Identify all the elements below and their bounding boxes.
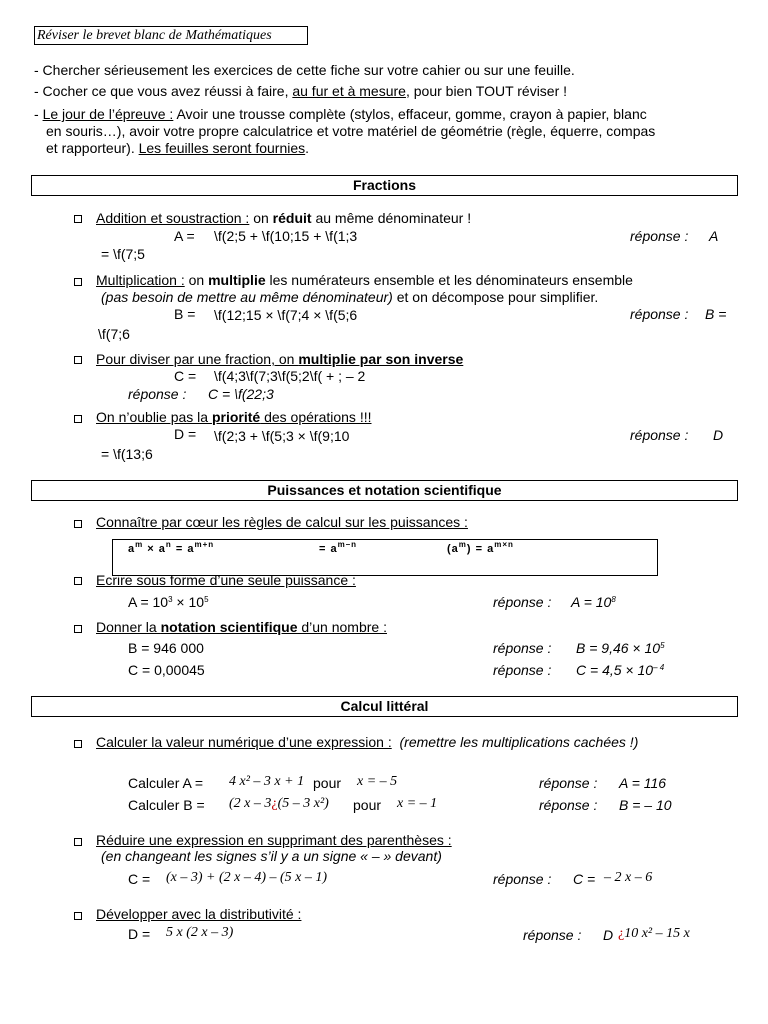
square-bullet-icon	[74, 415, 82, 423]
square-bullet-icon	[74, 215, 82, 223]
square-bullet-icon	[74, 520, 82, 528]
litteral-answer-d-label: réponse :	[523, 927, 582, 943]
puissances-answer-b-value: B = 9,46 × 10	[576, 640, 661, 656]
fractions-item-2-label: Multiplication :	[96, 272, 185, 288]
litteral-answer-c-label: réponse :	[493, 871, 552, 887]
intro-line-5	[46, 140, 309, 156]
litteral-item-2-note: (en changeant les signes s’il y a un signe « – » devant)	[101, 848, 442, 864]
litteral-answer-d-value: 10 x² – 15 x	[624, 926, 690, 941]
fractions-item-2-text-a: on	[184, 272, 209, 288]
rule-quotient-eq: = a	[319, 543, 338, 555]
litteral-answer-b-value: B = – 10	[619, 797, 672, 813]
puissances-answer-c-label: réponse :	[493, 662, 552, 678]
rule-product-times: × a	[143, 543, 166, 555]
puissances-answer-a	[571, 594, 616, 610]
page-title: Réviser le brevet blanc de Mathématiques	[34, 26, 308, 45]
puissances-item-3-label-a: Donner la	[96, 619, 161, 635]
intro-line-3-text: Avoir une trousse complète (stylos, effaceur, gomme, crayon à papier, blanc	[173, 106, 647, 122]
fractions-item-2-text-b: les numérateurs ensemble et les dénominateurs ensemble	[265, 272, 633, 288]
fractions-item-2-note-italic: (pas besoin de mettre au même dénominateur)	[101, 289, 393, 305]
fractions-item-3-label: Pour diviser par une fraction, on	[96, 351, 299, 367]
litteral-answer-c-value: – 2 x – 6	[604, 870, 653, 885]
rule-power-close: ) = a	[466, 543, 495, 555]
puissances-item-3-bold: notation scientifique	[160, 619, 298, 635]
intro-line-1: - Chercher sérieusement les exercices de cette fiche sur votre cahier ou sur une feuille.	[34, 62, 575, 78]
square-bullet-icon	[74, 356, 82, 364]
square-bullet-icon	[74, 625, 82, 633]
fractions-expr-b: \f(12;15 × \f(7;4 × \f(5;6	[214, 307, 358, 323]
power-rule-quotient	[319, 540, 358, 555]
fractions-answer-b-result: \f(7;6	[98, 326, 130, 342]
litteral-expr-b-mark: ¿	[271, 796, 278, 811]
square-bullet-icon	[74, 838, 82, 846]
puissances-expr-a-base: A = 10	[128, 594, 169, 610]
puissances-expr-a-times: × 10	[172, 594, 205, 610]
fractions-answer-a-label: réponse :	[630, 228, 689, 244]
fractions-answer-b-value: B =	[705, 306, 727, 322]
litteral-expr-b	[229, 796, 329, 812]
litteral-answer-a-value: A = 116	[619, 775, 667, 791]
intro-line-5-suffix: .	[305, 140, 310, 156]
puissances-expr-c: C = 0,00045	[128, 662, 205, 678]
fractions-item-1-label: Addition et soustraction :	[96, 210, 250, 226]
fractions-item-1-bold: réduit	[272, 210, 312, 226]
rule-product-exp-2: n	[165, 540, 172, 549]
puissances-answer-b-exp: 5	[660, 641, 665, 650]
litteral-answer-d-prefix: D	[603, 927, 614, 943]
litteral-item-1	[96, 734, 638, 750]
square-bullet-icon	[74, 912, 82, 920]
intro-line-2-underlined: au fur et à mesure	[292, 83, 406, 99]
fractions-expr-d-name: D =	[174, 426, 197, 442]
section-heading-litteral: Calcul littéral	[31, 696, 738, 717]
fractions-expr-b-name: B =	[174, 306, 196, 322]
rule-product-base: a	[128, 543, 136, 555]
puissances-item-1-label: Connaître par cœur les règles de calcul sur les puissances :	[96, 514, 468, 530]
fractions-expr-a: \f(2;5 + \f(10;15 + \f(1;3	[214, 228, 358, 244]
litteral-expr-c-prefix: C =	[128, 871, 151, 887]
litteral-answer-a-label: réponse :	[539, 775, 598, 791]
puissances-answer-a-exp: 8	[611, 595, 616, 604]
puissances-answer-a-value: A = 10	[571, 594, 612, 610]
puissances-expr-a-exp-2: 5	[204, 595, 209, 604]
fractions-item-2-bold: multiplie	[208, 272, 266, 288]
fractions-answer-d-label: réponse :	[630, 427, 689, 443]
litteral-expr-d: 5 x (2 x – 3)	[166, 925, 234, 940]
fractions-answer-d-result: = \f(13;6	[101, 446, 153, 462]
fractions-item-2	[96, 272, 633, 288]
puissances-expr-a-exp-1: 3	[168, 595, 173, 604]
rule-product-eq: = a	[171, 543, 195, 555]
power-rule-power	[447, 540, 514, 555]
rule-product-exp-1: m	[135, 540, 144, 549]
puissances-answer-c	[576, 662, 664, 678]
litteral-expr-b-part-b: (5 – 3 x²)	[277, 796, 329, 811]
litteral-answer-d-mark: ¿	[618, 926, 625, 941]
litteral-answer-d	[618, 926, 690, 942]
intro-line-2-prefix: - Cocher ce que vous avez réussi à faire,	[34, 83, 293, 99]
fractions-item-3-bold: multiplie par son inverse	[298, 351, 464, 367]
puissances-item-3	[96, 619, 387, 635]
litteral-expr-a-prefix: Calculer A =	[128, 775, 204, 791]
fractions-expr-c-name: C =	[174, 368, 197, 384]
fractions-answer-b-label: réponse :	[630, 306, 689, 322]
litteral-expr-a: 4 x² – 3 x + 1	[229, 774, 305, 789]
fractions-item-2-note	[101, 289, 598, 305]
square-bullet-icon	[74, 278, 82, 286]
puissances-answer-c-exp: – 4	[653, 663, 665, 672]
litteral-answer-b-label: réponse :	[539, 797, 598, 813]
puissances-expr-a	[128, 594, 209, 610]
litteral-item-1-label: Calculer la valeur numérique d’une expression :	[96, 734, 392, 750]
fractions-item-1	[96, 210, 471, 226]
fractions-answer-c-label: réponse :	[128, 386, 187, 402]
intro-line-2	[34, 83, 567, 99]
litteral-expr-a-pour: pour	[313, 775, 342, 791]
intro-line-3-underlined: Le jour de l’épreuve :	[42, 106, 174, 122]
rule-product-result-exp: m+n	[194, 540, 215, 549]
fractions-answer-a-result: = \f(7;5	[101, 246, 145, 262]
intro-line-2-suffix: , pour bien TOUT réviser !	[405, 83, 568, 99]
litteral-answer-c-prefix: C =	[573, 871, 596, 887]
fractions-expr-c: \f(4;3\f(7;3\f(5;2\f( + ; – 2	[214, 368, 366, 384]
intro-line-3-dash: -	[34, 106, 43, 122]
fractions-answer-d-value: D	[713, 427, 724, 443]
fractions-item-4-label-a: On n’oublie pas la	[96, 409, 212, 425]
fractions-item-3	[96, 351, 463, 367]
fractions-answer-c-value: C = \f(22;3	[208, 386, 274, 402]
square-bullet-icon	[74, 740, 82, 748]
litteral-expr-c: (x – 3) + (2 x – 4) – (5 x – 1)	[166, 870, 328, 885]
power-rule-product	[128, 540, 215, 555]
litteral-expr-b-pour: pour	[353, 797, 382, 813]
fractions-item-4-bold: priorité	[211, 409, 261, 425]
litteral-expr-d-prefix: D =	[128, 926, 151, 942]
intro-line-3	[34, 106, 647, 122]
litteral-item-3-label: Développer avec la distributivité :	[96, 906, 302, 922]
fractions-item-1-text-a: on	[249, 210, 273, 226]
litteral-expr-b-prefix: Calculer B =	[128, 797, 205, 813]
rule-power-exp: m	[458, 540, 467, 549]
fractions-item-4	[96, 409, 372, 425]
puissances-item-3-label-b: d’un nombre :	[297, 619, 387, 635]
fractions-expr-a-name: A =	[174, 228, 195, 244]
puissances-answer-c-value: C = 4,5 × 10	[576, 662, 654, 678]
intro-line-4: en souris…), avoir votre propre calculatrice et votre matériel de géométrie (règle, équerre, compas	[46, 123, 656, 139]
fractions-item-1-text-b: au même dénominateur !	[311, 210, 472, 226]
section-heading-puissances: Puissances et notation scientifique	[31, 480, 738, 501]
rule-quotient-result-exp: m–n	[337, 540, 358, 549]
litteral-item-1-note: (remettre les multiplications cachées !)	[399, 734, 639, 750]
square-bullet-icon	[74, 577, 82, 585]
puissances-answer-b	[576, 640, 665, 656]
puissances-expr-b: B = 946 000	[128, 640, 204, 656]
puissances-answer-b-label: réponse :	[493, 640, 552, 656]
rule-power-result-exp: m×n	[494, 540, 514, 549]
fractions-item-2-note-rest: et on décompose pour simplifier.	[392, 289, 599, 305]
fractions-item-4-label-b: des opérations !!!	[260, 409, 372, 425]
puissances-item-2-label: Ecrire sous forme d’une seule puissance :	[96, 572, 356, 588]
section-heading-fractions: Fractions	[31, 175, 738, 196]
intro-line-5-underlined: Les feuilles seront fournies	[138, 140, 306, 156]
fractions-expr-d: \f(2;3 + \f(5;3 × \f(9;10	[214, 428, 350, 444]
litteral-item-2-label: Réduire une expression en supprimant des parenthèses :	[96, 832, 452, 848]
litteral-expr-b-part-a: (2 x – 3	[229, 796, 272, 811]
fractions-answer-a-value: A	[709, 228, 719, 244]
litteral-expr-a-condition: x = – 5	[357, 774, 398, 789]
puissances-answer-a-label: réponse :	[493, 594, 552, 610]
intro-line-5-prefix: et rapporteur).	[46, 140, 139, 156]
litteral-expr-b-condition: x = – 1	[397, 796, 438, 811]
rule-power-open: (a	[447, 543, 459, 555]
